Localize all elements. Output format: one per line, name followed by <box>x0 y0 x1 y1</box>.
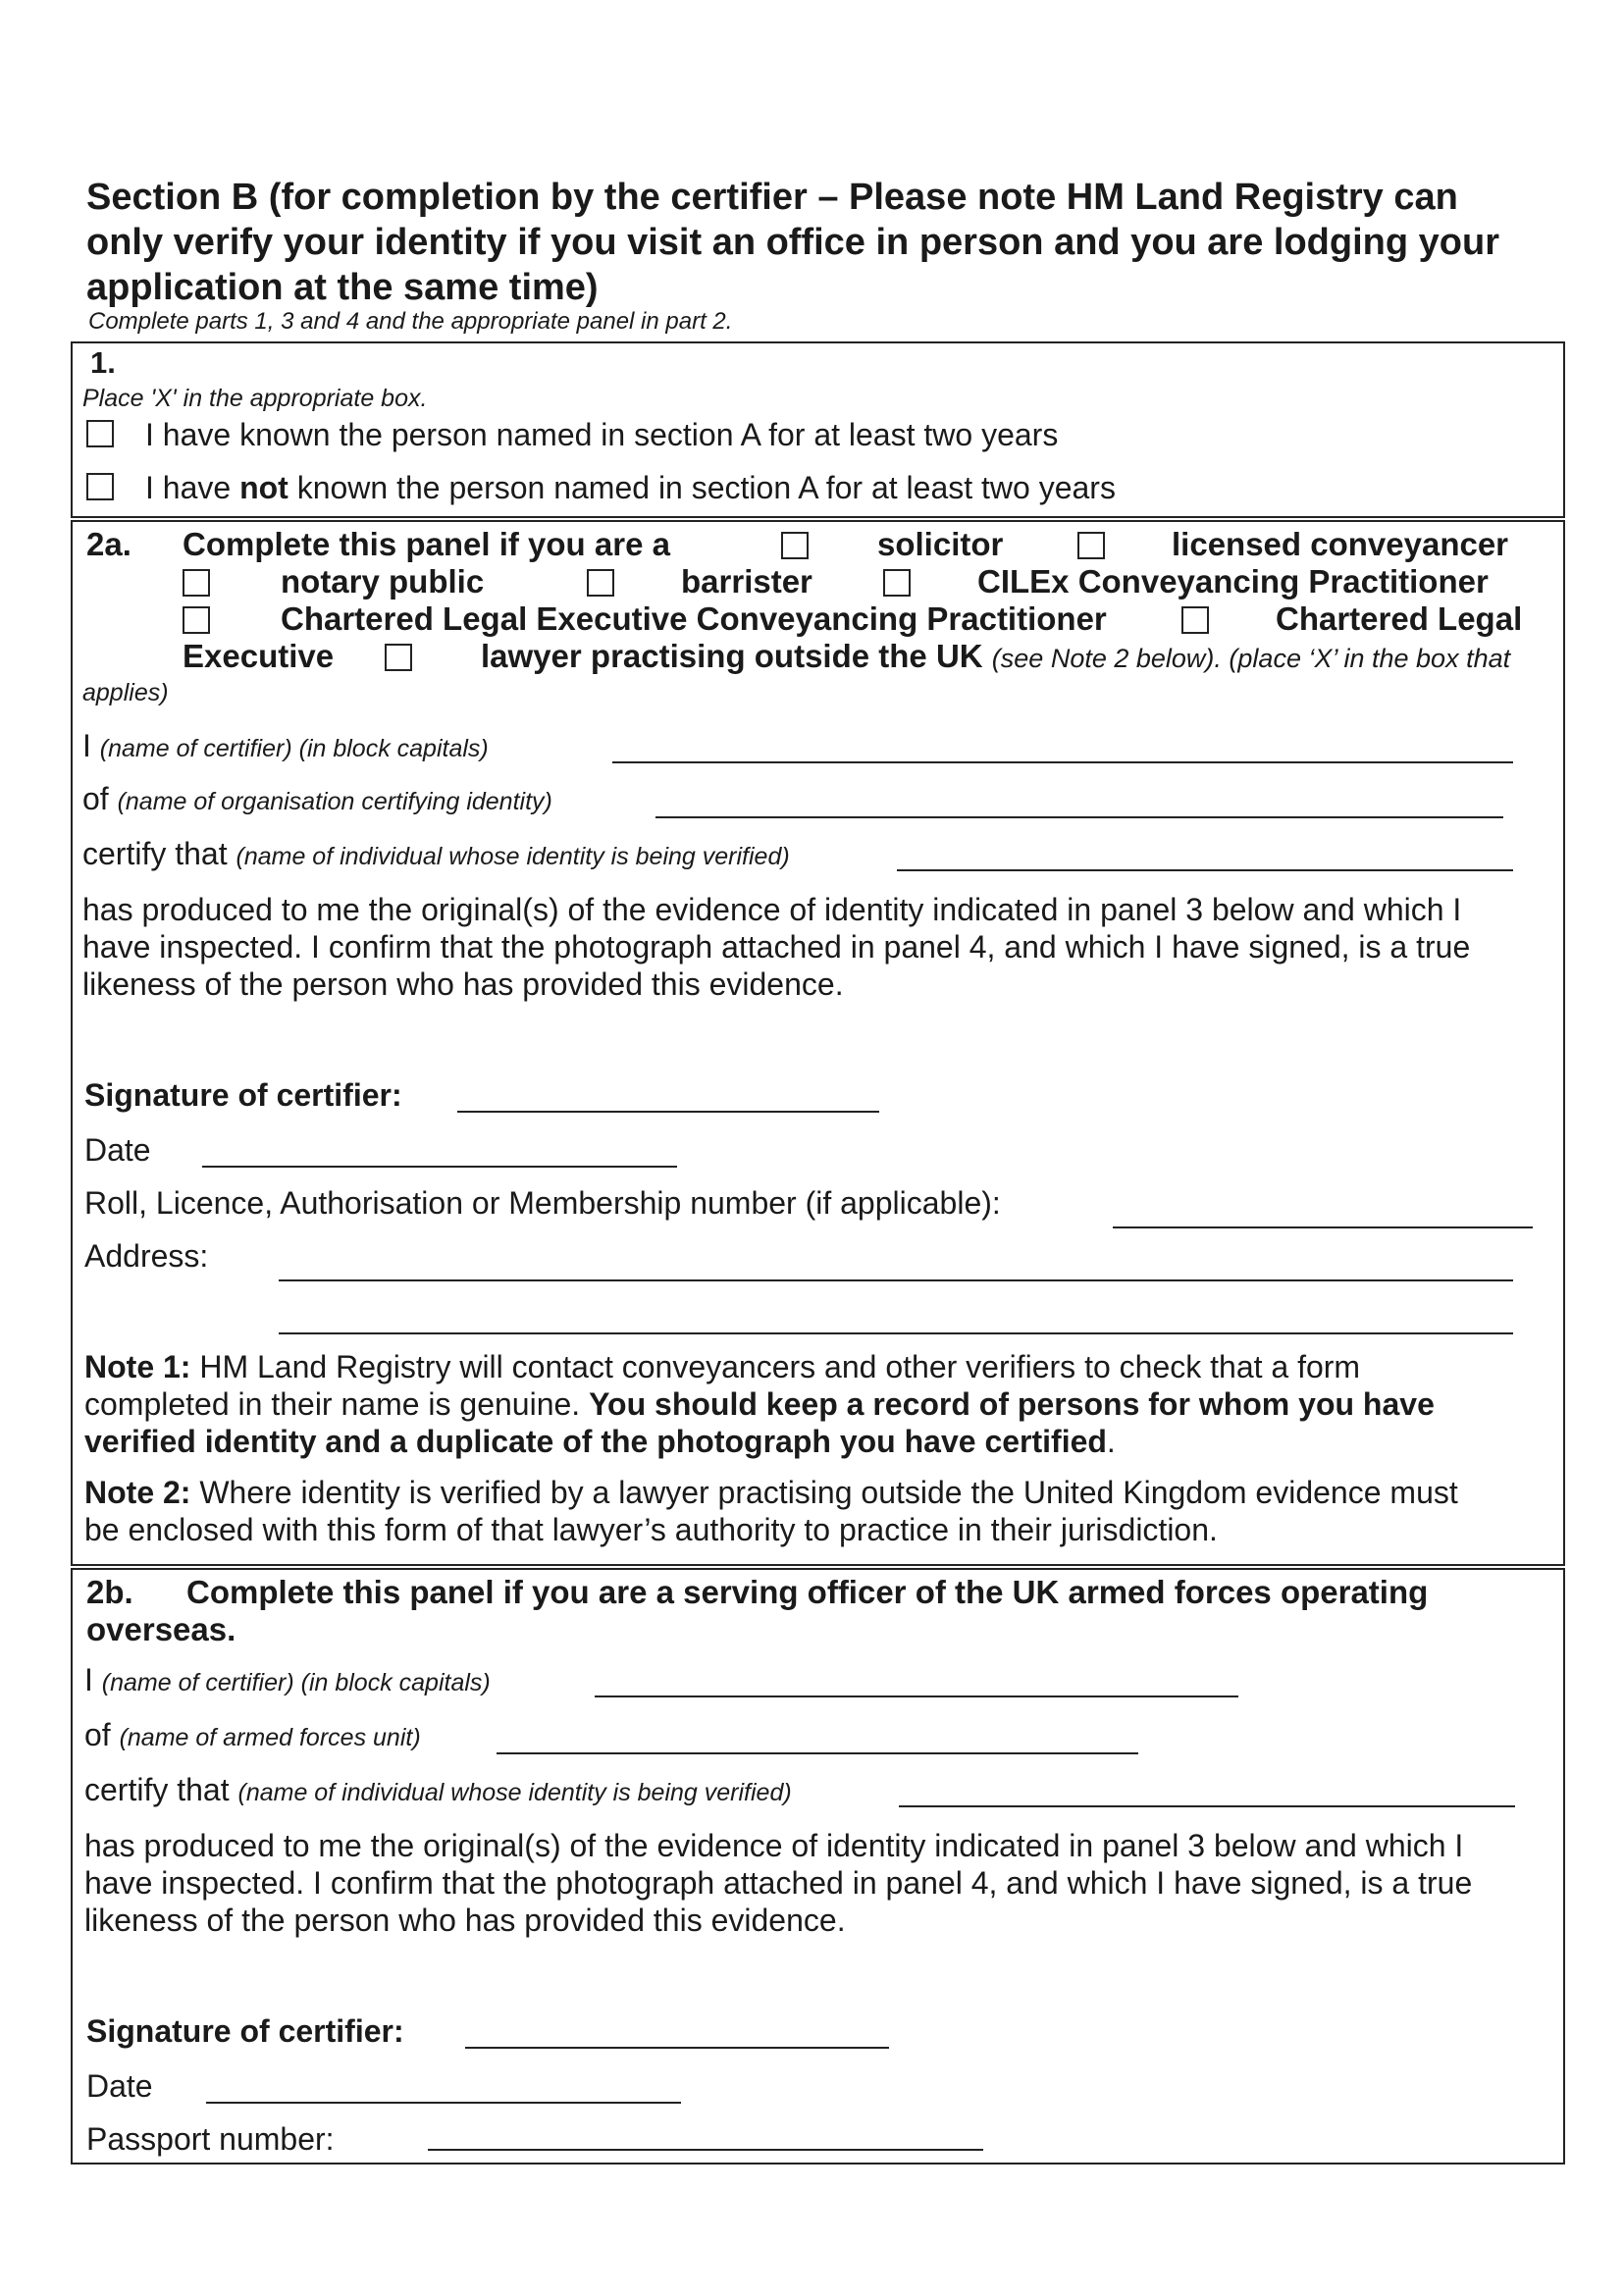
organisation-field[interactable] <box>655 816 1503 818</box>
organisation-label: of (name of organisation certifying identity) <box>82 781 552 816</box>
unit-label: of (name of armed forces unit) <box>84 1717 421 1752</box>
lawyer-outside-uk-checkbox[interactable] <box>385 644 412 671</box>
date-label: Date <box>84 1132 151 1168</box>
chartered-legal-exec-label-b: Executive <box>183 638 335 674</box>
section-subnote: Complete parts 1, 3 and 4 and the appropriate panel in part 2. <box>88 308 733 335</box>
panel-1-instruction: Place 'X' in the appropriate box. <box>82 385 428 412</box>
panel-1 <box>71 341 1565 518</box>
officer-name-field[interactable] <box>595 1695 1238 1697</box>
officer-name-label: I (name of certifier) (in block capitals) <box>84 1662 491 1697</box>
panel-2b-statement: has produced to me the original(s) of the evidence of identity indicated in panel 3 below and which I have inspected. I confirm that the photograph attached in panel 4, and which I have signed, is a true likeness of the person who has provided this evidence. <box>84 1828 1473 1938</box>
officer-date-label: Date <box>86 2068 153 2104</box>
panel-2a-intro: Complete this panel if you are a <box>183 526 670 562</box>
certify-that-label: certify that (name of individual whose identity is being verified) <box>82 836 790 871</box>
notary-public-label: notary public <box>281 563 485 600</box>
panel-2b-number: 2b. <box>86 1574 133 1610</box>
solicitor-label: solicitor <box>877 526 1004 562</box>
officer-signature-field[interactable] <box>465 2047 889 2049</box>
date-field[interactable] <box>202 1166 677 1168</box>
panel-2b-intro: Complete this panel if you are a serving officer of the UK armed forces operating <box>186 1574 1429 1610</box>
chartered-legal-exec-cp-label: Chartered Legal Executive Conveyancing Practitioner <box>281 600 1107 637</box>
panel-2b-intro-2: overseas. <box>86 1611 236 1647</box>
address-line-1[interactable] <box>279 1279 1513 1281</box>
known-two-years-label: I have known the person named in section A for at least two years <box>145 417 1059 452</box>
known-two-years-checkbox[interactable] <box>86 420 114 447</box>
chartered-legal-exec-label-a: Chartered Legal <box>1276 600 1523 637</box>
not-known-two-years-checkbox[interactable] <box>86 473 114 500</box>
not-known-two-years-label: I have not known the person named in section A for at least two years <box>145 470 1116 505</box>
panel-2b <box>71 1568 1565 2165</box>
section-heading: Section B (for completion by the certifier – Please note HM Land Registry can only verify your identity if you visit an office in person and you are lodging your application at the same time) <box>86 177 1499 308</box>
address-label: Address: <box>84 1238 209 1274</box>
note-2: Note 2: Where identity is verified by a lawyer practising outside the United Kingdom evidence must be enclosed with this form of that lawyer’s authority to practice in their jurisdiction. <box>84 1475 1458 1547</box>
officer-individual-field[interactable] <box>899 1805 1515 1807</box>
licensed-conveyancer-label: licensed conveyancer <box>1172 526 1509 562</box>
officer-certify-label: certify that (name of individual whose identity is being verified) <box>84 1772 792 1807</box>
chartered-legal-exec-cp-checkbox[interactable] <box>183 606 210 634</box>
roll-number-field[interactable] <box>1113 1226 1533 1228</box>
individual-name-field[interactable] <box>897 869 1513 871</box>
unit-field[interactable] <box>497 1752 1138 1754</box>
note-1: Note 1: HM Land Registry will contact conveyancers and other verifiers to check that a form completed in their name is genuine. You should keep a record of persons for whom you have verified identity and a duplicate of the photograph you have certified. <box>84 1349 1435 1459</box>
barrister-checkbox[interactable] <box>587 569 614 597</box>
roll-number-label: Roll, Licence, Authorisation or Membership number (if applicable): <box>84 1185 1001 1221</box>
officer-date-field[interactable] <box>206 2102 681 2104</box>
lawyer-outside-uk-label: lawyer practising outside the UK (see Note 2 below). (place ‘X’ in the box that <box>481 638 1511 674</box>
certifier-name-label: I (name of certifier) (in block capitals) <box>82 728 489 763</box>
panel-2a-statement: has produced to me the original(s) of the evidence of identity indicated in panel 3 below and which I have inspected. I confirm that the photograph attached in panel 4, and which I have signed, is a true likeness of the person who has provided this evidence. <box>82 892 1471 1002</box>
passport-number-label: Passport number: <box>86 2121 335 2157</box>
passport-number-field[interactable] <box>428 2149 983 2151</box>
panel-2a-number: 2a. <box>86 526 131 562</box>
panel-1-number: 1. <box>90 345 116 380</box>
address-line-2[interactable] <box>279 1332 1513 1334</box>
notary-public-checkbox[interactable] <box>183 569 210 597</box>
barrister-label: barrister <box>681 563 812 600</box>
cilex-checkbox[interactable] <box>883 569 911 597</box>
licensed-conveyancer-checkbox[interactable] <box>1077 532 1105 559</box>
certifier-signature-label: Signature of certifier: <box>84 1077 402 1113</box>
applies-text: applies) <box>82 679 169 706</box>
cilex-label: CILEx Conveyancing Practitioner <box>977 563 1489 600</box>
certifier-signature-field[interactable] <box>457 1111 879 1113</box>
panel-2a <box>71 520 1565 1566</box>
chartered-legal-exec-checkbox[interactable] <box>1181 606 1209 634</box>
solicitor-checkbox[interactable] <box>781 532 809 559</box>
officer-signature-label: Signature of certifier: <box>86 2013 404 2049</box>
certifier-name-field[interactable] <box>612 761 1513 763</box>
